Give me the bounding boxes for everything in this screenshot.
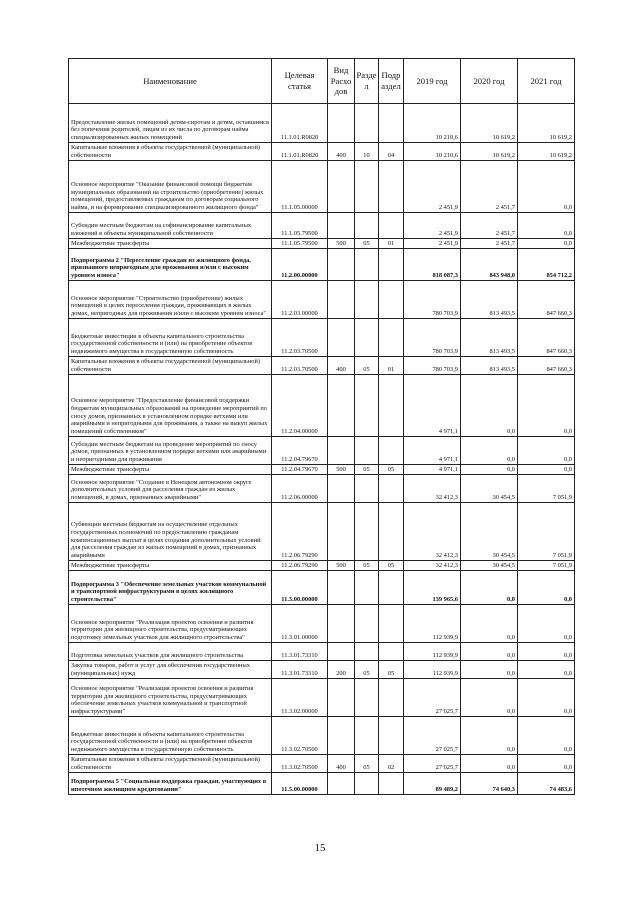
value-2019-cell: 27 025,7 — [404, 717, 461, 755]
value-2021-cell: 7 051,9 — [518, 503, 575, 561]
expense-type-cell — [328, 319, 355, 357]
header-row — [69, 59, 575, 104]
subsection-cell: 01 — [379, 357, 404, 375]
expense-type-cell: 400 — [328, 143, 355, 161]
expense-type-cell — [328, 375, 355, 437]
value-2019-cell: 780 703,9 — [404, 281, 461, 319]
table-row — [69, 475, 575, 503]
subsection-cell — [379, 503, 404, 561]
header-type: Вид Расхо дов — [328, 59, 355, 104]
header-2021: 2021 год — [518, 59, 575, 104]
value-2021-cell: 0,0 — [518, 213, 575, 239]
target-code-cell: 11.1.01.R0820 — [272, 104, 328, 143]
value-2019-cell: 780 703,9 — [404, 357, 461, 375]
expense-type-cell — [328, 605, 355, 643]
section-cell — [355, 679, 379, 717]
value-2021-cell: 10 619,2 — [518, 104, 575, 143]
section-cell — [355, 437, 379, 465]
value-2020-cell: 813 493,5 — [461, 357, 518, 375]
expense-type-cell — [328, 503, 355, 561]
table-row — [69, 643, 575, 661]
target-code-cell: 11.2.06.79290 — [272, 503, 328, 561]
table-row — [69, 375, 575, 437]
target-code-cell: 11.2.03.70500 — [272, 319, 328, 357]
value-2019-cell: 2 451,9 — [404, 213, 461, 239]
header-2020: 2020 год — [461, 59, 518, 104]
row-name-cell: Основное мероприятие "Строительство (приобретение) жилых помещений в целях переселения граждан, проживающих в жилых домах, непригодных для проживания и/или с высоким уровнем износа" — [69, 281, 272, 319]
header-name: Наименование — [69, 59, 272, 104]
value-2020-cell: 0,0 — [461, 571, 518, 605]
value-2019-cell: 780 703,9 — [404, 319, 461, 357]
table-row — [69, 357, 575, 375]
subsection-cell — [379, 437, 404, 465]
expense-type-cell: 500 — [328, 239, 355, 249]
value-2019-cell: 112 939,9 — [404, 661, 461, 679]
value-2020-cell: 0,0 — [461, 605, 518, 643]
value-2019-cell: 10 210,6 — [404, 104, 461, 143]
expense-type-cell — [328, 717, 355, 755]
value-2020-cell: 0,0 — [461, 661, 518, 679]
row-name-cell: Предоставление жилых помещений детям-сиротам и детям, оставшимся без попечения родителей, лицам из их числа по договорам найма специализированных жилых помещений — [69, 104, 272, 143]
subsection-cell: 05 — [379, 661, 404, 679]
target-code-cell: 11.1.01.R0820 — [272, 143, 328, 161]
value-2021-cell: 847 660,3 — [518, 281, 575, 319]
value-2020-cell: 813 493,5 — [461, 281, 518, 319]
subsection-cell — [379, 643, 404, 661]
value-2020-cell: 2 451,7 — [461, 239, 518, 249]
row-name-cell: Субсидии местным бюджетам на софинансирование капитальных вложений в объекты муниципальной собственности — [69, 213, 272, 239]
expense-type-cell — [328, 249, 355, 281]
section-cell — [355, 319, 379, 357]
value-2019-cell: 139 965,6 — [404, 571, 461, 605]
expense-type-cell — [328, 679, 355, 717]
expense-type-cell: 500 — [328, 465, 355, 475]
row-name-cell: Основное мероприятие "Предоставление финансовой поддержки бюджетам муниципальных образований на проведение мероприятий по сносу домов, признанных в установленном порядке ветхими или аварийными и непригодными для проживания, а также на выкуп жилых помещений собственников" — [69, 375, 272, 437]
subsection-cell — [379, 605, 404, 643]
subsection-cell — [379, 571, 404, 605]
row-name-cell: Межбюджетные трансферты — [69, 465, 272, 475]
table-row — [69, 437, 575, 465]
target-code-cell: 11.3.00.00000 — [272, 571, 328, 605]
value-2021-cell: 0,0 — [518, 717, 575, 755]
table-row — [69, 104, 575, 143]
row-name-cell: Капитальные вложения в объекты государственной (муниципальной) собственности — [69, 143, 272, 161]
expense-type-cell: 200 — [328, 661, 355, 679]
target-code-cell: 11.3.02.00000 — [272, 679, 328, 717]
table-row — [69, 161, 575, 213]
value-2019-cell: 818 087,3 — [404, 249, 461, 281]
subsection-cell: 05 — [379, 561, 404, 571]
target-code-cell: 11.1.05.79500 — [272, 213, 328, 239]
expense-type-cell — [328, 571, 355, 605]
page-number: 15 — [314, 842, 326, 854]
value-2020-cell: 0,0 — [461, 755, 518, 773]
value-2020-cell: 813 493,5 — [461, 319, 518, 357]
table-row — [69, 143, 575, 161]
value-2021-cell: 0,0 — [518, 161, 575, 213]
value-2021-cell: 0,0 — [518, 643, 575, 661]
row-name-cell: Основное мероприятие "Реализация проектов освоения и развития территории для жилищного строительства, предусматривающих обеспечение земельных участков коммунальной и транспортной инфраструктурами" — [69, 679, 272, 717]
value-2020-cell: 0,0 — [461, 437, 518, 465]
section-cell: 05 — [355, 465, 379, 475]
value-2019-cell: 27 025,7 — [404, 679, 461, 717]
target-code-cell: 11.2.00.00000 — [272, 249, 328, 281]
section-cell — [355, 773, 379, 795]
value-2020-cell: 74 640,3 — [461, 773, 518, 795]
row-name-cell: Подпрограмма 3 "Обеспечение земельных участков коммунальной и транспортной инфраструктурами в целях жилищного строительства" — [69, 571, 272, 605]
value-2019-cell: 4 971,1 — [404, 375, 461, 437]
row-name-cell: Основное мероприятие "Создание в Ненецком автономном округе дополнительных условий для расселения граждан из жилых помещений, в домах, признанных аварийными" — [69, 475, 272, 503]
section-cell — [355, 605, 379, 643]
section-cell: 05 — [355, 357, 379, 375]
value-2019-cell: 4 971,1 — [404, 465, 461, 475]
row-name-cell: Основное мероприятие "Оказание финансовой помощи бюджетам муниципальных образований на строительство (приобретение) жилых помещений, предоставляемых гражданам по договорам социального найма, и на формирование специализированного жилищного фонда" — [69, 161, 272, 213]
value-2021-cell: 74 483,6 — [518, 773, 575, 795]
subsection-cell — [379, 281, 404, 319]
section-cell — [355, 571, 379, 605]
value-2020-cell: 0,0 — [461, 643, 518, 661]
expense-type-cell — [328, 161, 355, 213]
subsection-cell — [379, 249, 404, 281]
expense-type-cell — [328, 104, 355, 143]
table-row — [69, 661, 575, 679]
target-code-cell: 11.3.01.73310 — [272, 661, 328, 679]
row-name-cell: Закупка товаров, работ и услуг для обеспечения государственных (муниципальных) нужд — [69, 661, 272, 679]
value-2021-cell: 847 660,3 — [518, 357, 575, 375]
value-2021-cell: 847 660,3 — [518, 319, 575, 357]
target-code-cell: 11.1.05.79500 — [272, 239, 328, 249]
target-code-cell: 11.2.04.79670 — [272, 437, 328, 465]
subsection-cell: 02 — [379, 755, 404, 773]
target-code-cell: 11.2.03.70500 — [272, 357, 328, 375]
value-2019-cell: 27 025,7 — [404, 755, 461, 773]
table-row — [69, 561, 575, 571]
value-2019-cell: 112 939,9 — [404, 605, 461, 643]
value-2021-cell: 0,0 — [518, 239, 575, 249]
section-cell — [355, 643, 379, 661]
value-2021-cell: 0,0 — [518, 755, 575, 773]
target-code-cell: 11.3.01.00000 — [272, 605, 328, 643]
row-name-cell: Межбюджетные трансферты — [69, 239, 272, 249]
target-code-cell: 11.2.04.79670 — [272, 465, 328, 475]
value-2020-cell: 0,0 — [461, 465, 518, 475]
subsection-cell — [379, 475, 404, 503]
row-name-cell: Капитальные вложения в объекты государственной (муниципальной) собственности — [69, 755, 272, 773]
table-row — [69, 213, 575, 239]
header-2019: 2019 год — [404, 59, 461, 104]
value-2020-cell: 30 454,5 — [461, 503, 518, 561]
target-code-cell: 11.5.00.00000 — [272, 773, 328, 795]
section-cell: 05 — [355, 561, 379, 571]
header-target: Целевая статья — [272, 59, 328, 104]
value-2020-cell: 30 454,5 — [461, 475, 518, 503]
value-2021-cell: 0,0 — [518, 679, 575, 717]
row-name-cell: Межбюджетные трансферты — [69, 561, 272, 571]
value-2020-cell: 2 451,7 — [461, 161, 518, 213]
value-2019-cell: 112 939,9 — [404, 643, 461, 661]
value-2020-cell: 10 619,2 — [461, 143, 518, 161]
section-cell: 05 — [355, 755, 379, 773]
value-2021-cell: 0,0 — [518, 375, 575, 437]
expense-type-cell — [328, 475, 355, 503]
table-row — [69, 605, 575, 643]
target-code-cell: 11.2.06.79290 — [272, 561, 328, 571]
value-2020-cell: 10 619,2 — [461, 104, 518, 143]
value-2020-cell: 0,0 — [461, 717, 518, 755]
row-name-cell: Субсидии местным бюджетам на проведение мероприятий по сносу домов, признанных в установленном порядке ветхими или аварийными и непригодными для проживания — [69, 437, 272, 465]
value-2020-cell: 2 451,7 — [461, 213, 518, 239]
budget-table — [68, 58, 575, 795]
value-2021-cell: 7 051,9 — [518, 475, 575, 503]
header-subsection: Подр аздел — [379, 59, 404, 104]
value-2020-cell: 30 454,5 — [461, 561, 518, 571]
section-cell — [355, 213, 379, 239]
target-code-cell: 11.2.06.00000 — [272, 475, 328, 503]
value-2021-cell: 0,0 — [518, 661, 575, 679]
table-row — [69, 717, 575, 755]
subsection-cell — [379, 773, 404, 795]
row-name-cell: Капитальные вложения в объекты государственной (муниципальной) собственности — [69, 357, 272, 375]
subsection-cell: 04 — [379, 143, 404, 161]
target-code-cell: 11.3.02.70500 — [272, 755, 328, 773]
value-2020-cell: 843 948,0 — [461, 249, 518, 281]
row-name-cell: Подготовка земельных участков для жилищного строительства — [69, 643, 272, 661]
table-row — [69, 239, 575, 249]
value-2019-cell: 89 489,2 — [404, 773, 461, 795]
expense-type-cell: 400 — [328, 755, 355, 773]
subsection-cell — [379, 717, 404, 755]
expense-type-cell: 400 — [328, 357, 355, 375]
value-2019-cell: 32 412,3 — [404, 475, 461, 503]
subsection-cell — [379, 213, 404, 239]
value-2021-cell: 854 712,2 — [518, 249, 575, 281]
value-2020-cell: 0,0 — [461, 375, 518, 437]
value-2021-cell: 0,0 — [518, 465, 575, 475]
target-code-cell: 11.2.04.00000 — [272, 375, 328, 437]
value-2019-cell: 2 451,9 — [404, 239, 461, 249]
value-2021-cell: 0,0 — [518, 605, 575, 643]
section-cell — [355, 249, 379, 281]
section-cell: 05 — [355, 661, 379, 679]
value-2019-cell: 10 210,6 — [404, 143, 461, 161]
row-name-cell: Подпрограмма 5 "Социальная поддержка граждан, участвующих в ипотечном жилищном кредитовании" — [69, 773, 272, 795]
value-2019-cell: 32 412,3 — [404, 503, 461, 561]
value-2021-cell: 10 619,2 — [518, 143, 575, 161]
row-name-cell: Подпрограмма 2 "Переселение граждан из жилищного фонда, признанного непригодным для проживания и/или с высоким уровнем износа" — [69, 249, 272, 281]
subsection-cell: 01 — [379, 239, 404, 249]
row-name-cell: Бюджетные инвестиции в объекты капитального строительства государственной собственности и (или) на приобретение объектов недвижимого имущества в государственную собственность — [69, 319, 272, 357]
value-2020-cell: 0,0 — [461, 679, 518, 717]
table-row — [69, 755, 575, 773]
expense-type-cell: 500 — [328, 561, 355, 571]
value-2021-cell: 0,0 — [518, 437, 575, 465]
table-row — [69, 281, 575, 319]
subsection-cell — [379, 319, 404, 357]
subsection-cell: 05 — [379, 465, 404, 475]
subsection-cell — [379, 104, 404, 143]
value-2021-cell: 7 051,9 — [518, 561, 575, 571]
section-cell — [355, 281, 379, 319]
row-name-cell: Субвенции местным бюджетам на осуществление отдельных государственных полномочий по предоставлению гражданам компенсационных выплат в целях создания дополнительных условий для расселения граждан из жилых помещений в домах, признанных аварийными — [69, 503, 272, 561]
value-2019-cell: 4 971,1 — [404, 437, 461, 465]
expense-type-cell — [328, 437, 355, 465]
value-2021-cell: 0,0 — [518, 571, 575, 605]
value-2019-cell: 2 451,9 — [404, 161, 461, 213]
target-code-cell: 11.3.01.73310 — [272, 643, 328, 661]
target-code-cell: 11.3.02.70500 — [272, 717, 328, 755]
row-name-cell: Основное мероприятие "Реализация проектов освоения и развития территории для жилищного строительства, предусматривающих подготовку земельных участков для жилищного строительства" — [69, 605, 272, 643]
section-cell — [355, 161, 379, 213]
target-code-cell: 11.1.05.00000 — [272, 161, 328, 213]
table-row — [69, 773, 575, 795]
subsection-cell — [379, 679, 404, 717]
header-section: Разде л — [355, 59, 379, 104]
expense-type-cell — [328, 643, 355, 661]
section-cell — [355, 717, 379, 755]
section-cell: 10 — [355, 143, 379, 161]
table-row — [69, 679, 575, 717]
table-row — [69, 503, 575, 561]
subsection-cell — [379, 161, 404, 213]
subsection-cell — [379, 375, 404, 437]
table-row — [69, 571, 575, 605]
section-cell — [355, 375, 379, 437]
expense-type-cell — [328, 213, 355, 239]
value-2019-cell: 32 412,3 — [404, 561, 461, 571]
target-code-cell: 11.2.03.00000 — [272, 281, 328, 319]
expense-type-cell — [328, 281, 355, 319]
expense-type-cell — [328, 773, 355, 795]
table-row — [69, 319, 575, 357]
section-cell: 05 — [355, 239, 379, 249]
row-name-cell: Бюджетные инвестиции в объекты капитального строительства государственной собственности и (или) на приобретение объектов недвижимого имущества в государственную собственность — [69, 717, 272, 755]
table-row — [69, 465, 575, 475]
section-cell — [355, 104, 379, 143]
section-cell — [355, 475, 379, 503]
section-cell — [355, 503, 379, 561]
table-row — [69, 249, 575, 281]
